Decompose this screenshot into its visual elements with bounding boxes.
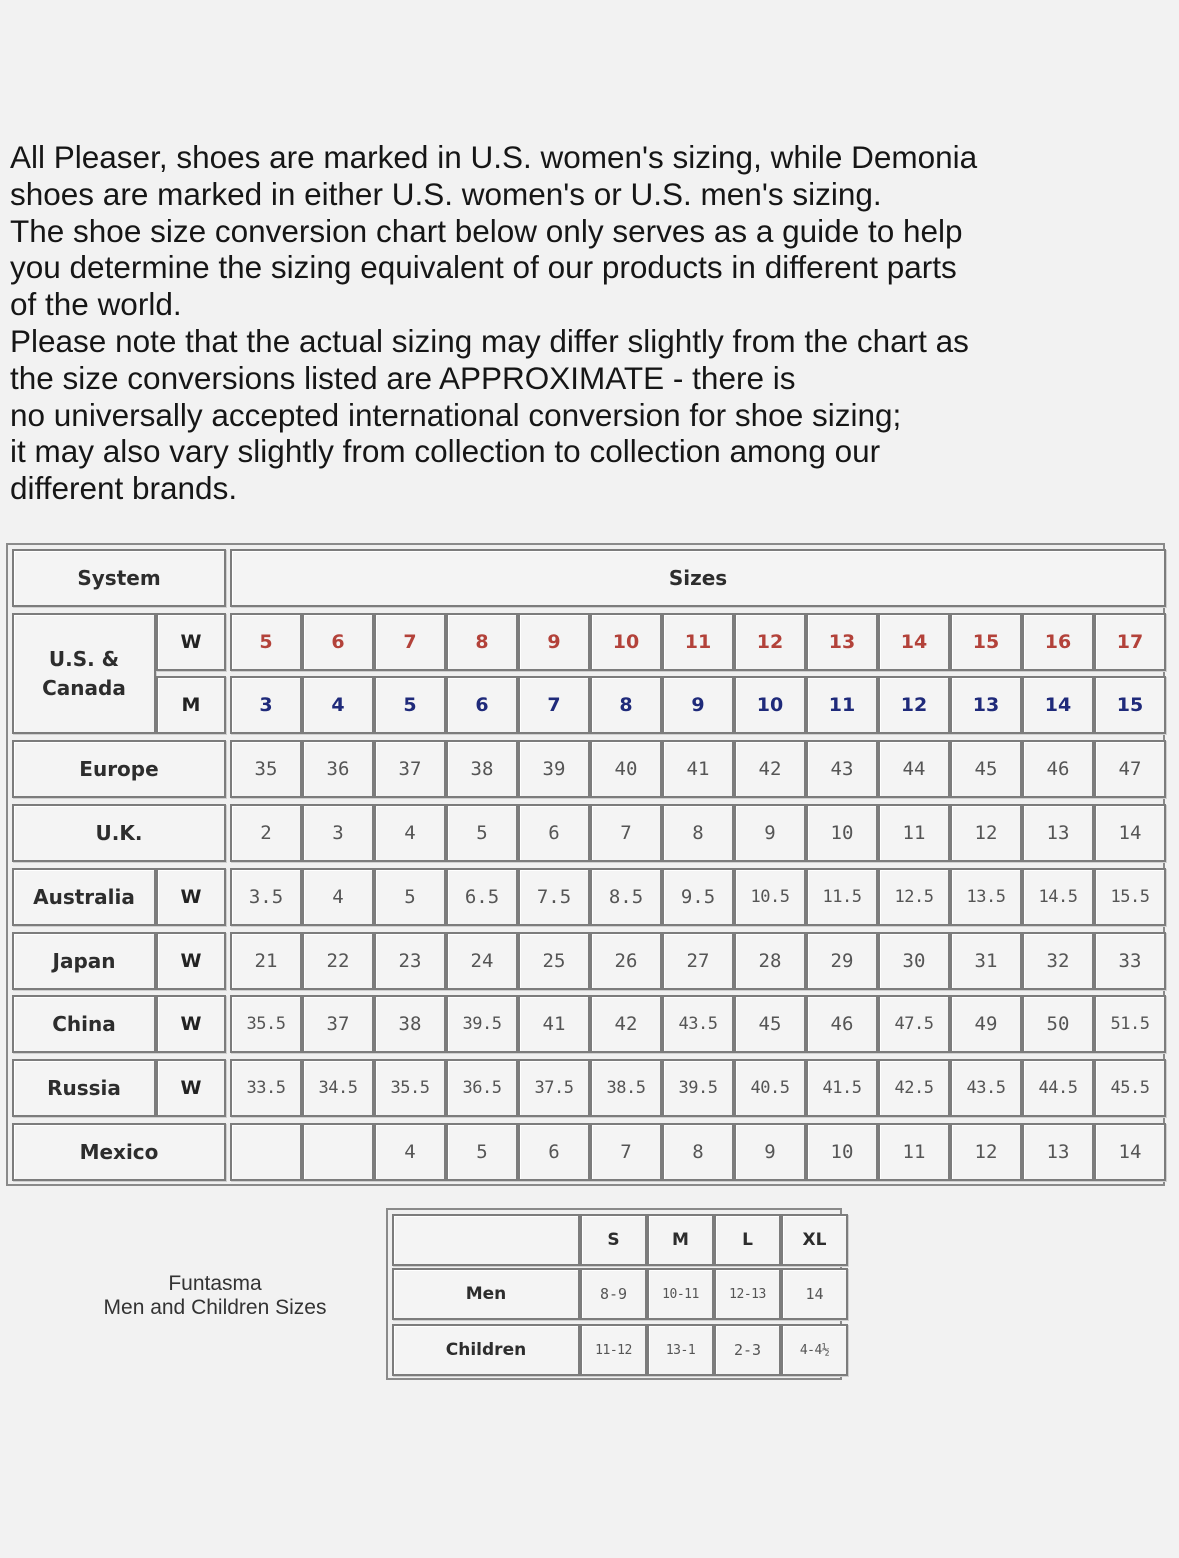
japan-size: 26: [590, 932, 662, 990]
china-size: 49: [950, 995, 1022, 1053]
u-k-size: 13: [1022, 804, 1094, 862]
intro-line: The shoe size conversion chart below only serves as a guide to help: [10, 212, 963, 249]
us-men-size: 12: [878, 676, 950, 734]
russia-size: 39.5: [662, 1059, 734, 1117]
russia-size: 36.5: [446, 1059, 518, 1117]
china-w-marker: W: [156, 995, 226, 1053]
japan-size: 30: [878, 932, 950, 990]
china-size: 46: [806, 995, 878, 1053]
us-women-size: 12: [734, 613, 806, 671]
u-k-size: 7: [590, 804, 662, 862]
us-men-size: 15: [1094, 676, 1166, 734]
japan-size: 24: [446, 932, 518, 990]
funtasma-men-size: 14: [781, 1268, 848, 1320]
europe-size: 43: [806, 740, 878, 798]
mexico-size: 14: [1094, 1123, 1166, 1181]
australia-size: 6.5: [446, 868, 518, 926]
australia-size: 9.5: [662, 868, 734, 926]
japan-size: 29: [806, 932, 878, 990]
mexico-size: [230, 1123, 302, 1181]
us-men-size: 14: [1022, 676, 1094, 734]
funtasma-corner: [392, 1214, 580, 1266]
europe-size: 46: [1022, 740, 1094, 798]
funtasma-children-size: 13-1: [647, 1324, 714, 1376]
mexico-size: 12: [950, 1123, 1022, 1181]
australia-size: 10.5: [734, 868, 806, 926]
russia-size: 43.5: [950, 1059, 1022, 1117]
china-size: 45: [734, 995, 806, 1053]
china-size: 47.5: [878, 995, 950, 1053]
funtasma-size-header: L: [714, 1214, 781, 1266]
australia-size: 7.5: [518, 868, 590, 926]
mexico-size: 9: [734, 1123, 806, 1181]
china-size: 50: [1022, 995, 1094, 1053]
funtasma-caption: [60, 1272, 370, 1320]
u-k-size: 8: [662, 804, 734, 862]
japan-size: 32: [1022, 932, 1094, 990]
russia-size: 37.5: [518, 1059, 590, 1117]
europe-size: 42: [734, 740, 806, 798]
us-canada-label: U.S. & Canada: [12, 613, 156, 734]
russia-size: 41.5: [806, 1059, 878, 1117]
funtasma-caption-subtitle: Men and Children Sizes: [103, 1296, 327, 1319]
europe-size: 45: [950, 740, 1022, 798]
us-women-size: 13: [806, 613, 878, 671]
funtasma-size-header: S: [580, 1214, 647, 1266]
europe-size: 38: [446, 740, 518, 798]
u-k-size: 9: [734, 804, 806, 862]
australia-label: Australia: [12, 868, 156, 926]
us-men-size: 6: [446, 676, 518, 734]
china-size: 41: [518, 995, 590, 1053]
australia-size: 5: [374, 868, 446, 926]
us-w-marker: W: [156, 613, 226, 671]
mexico-size: 5: [446, 1123, 518, 1181]
funtasma-children-label: Children: [392, 1324, 580, 1376]
u-k-size: 14: [1094, 804, 1166, 862]
us-women-size: 14: [878, 613, 950, 671]
funtasma-table: [386, 1208, 842, 1380]
japan-size: 23: [374, 932, 446, 990]
europe-size: 44: [878, 740, 950, 798]
size-conversion-table: [6, 543, 1165, 1186]
funtasma-children-size: 11-12: [580, 1324, 647, 1376]
china-label: China: [12, 995, 156, 1053]
us-men-size: 10: [734, 676, 806, 734]
japan-w-marker: W: [156, 932, 226, 990]
intro-line: of the world.: [10, 286, 182, 323]
intro-text: [10, 139, 1170, 507]
u-k-size: 4: [374, 804, 446, 862]
russia-size: 33.5: [230, 1059, 302, 1117]
intro-line: no universally accepted international conversion for shoe sizing;: [10, 396, 902, 433]
us-women-size: 9: [518, 613, 590, 671]
australia-size: 3.5: [230, 868, 302, 926]
russia-w-marker: W: [156, 1059, 226, 1117]
us-men-size: 5: [374, 676, 446, 734]
mexico-size: 7: [590, 1123, 662, 1181]
mexico-size: 10: [806, 1123, 878, 1181]
australia-size: 14.5: [1022, 868, 1094, 926]
intro-line: All Pleaser, shoes are marked in U.S. women's sizing, while Demonia: [10, 139, 978, 175]
u-k-size: 2: [230, 804, 302, 862]
us-men-size: 11: [806, 676, 878, 734]
u-k-size: 12: [950, 804, 1022, 862]
us-men-size: 13: [950, 676, 1022, 734]
russia-size: 42.5: [878, 1059, 950, 1117]
japan-size: 33: [1094, 932, 1166, 990]
intro-line: shoes are marked in either U.S. women's or U.S. men's sizing.: [10, 175, 882, 212]
europe-size: 35: [230, 740, 302, 798]
funtasma-men-size: 8-9: [580, 1268, 647, 1320]
funtasma-men-size: 10-11: [647, 1268, 714, 1320]
europe-size: 47: [1094, 740, 1166, 798]
russia-size: 34.5: [302, 1059, 374, 1117]
russia-size: 38.5: [590, 1059, 662, 1117]
funtasma-children-size: 4-4½: [781, 1324, 848, 1376]
us-men-size: 8: [590, 676, 662, 734]
mexico-size: 11: [878, 1123, 950, 1181]
us-women-size: 8: [446, 613, 518, 671]
u-k-size: 6: [518, 804, 590, 862]
funtasma-caption-title: Funtasma: [168, 1272, 262, 1295]
us-women-size: 5: [230, 613, 302, 671]
australia-w-marker: W: [156, 868, 226, 926]
japan-size: 31: [950, 932, 1022, 990]
funtasma-men-label: Men: [392, 1268, 580, 1320]
china-size: 43.5: [662, 995, 734, 1053]
china-size: 37: [302, 995, 374, 1053]
us-women-size: 10: [590, 613, 662, 671]
us-men-size: 3: [230, 676, 302, 734]
australia-size: 11.5: [806, 868, 878, 926]
china-size: 38: [374, 995, 446, 1053]
us-women-size: 16: [1022, 613, 1094, 671]
funtasma-size-header: XL: [781, 1214, 848, 1266]
australia-size: 4: [302, 868, 374, 926]
china-size: 42: [590, 995, 662, 1053]
us-m-marker: M: [156, 676, 226, 734]
u-k-size: 5: [446, 804, 518, 862]
us-women-size: 15: [950, 613, 1022, 671]
u-k-size: 3: [302, 804, 374, 862]
us-women-size: 17: [1094, 613, 1166, 671]
u-k-label: U.K.: [12, 804, 226, 862]
australia-size: 8.5: [590, 868, 662, 926]
europe-size: 39: [518, 740, 590, 798]
mexico-size: 4: [374, 1123, 446, 1181]
mexico-label: Mexico: [12, 1123, 226, 1181]
u-k-size: 10: [806, 804, 878, 862]
japan-label: Japan: [12, 932, 156, 990]
japan-size: 28: [734, 932, 806, 990]
funtasma-men-size: 12-13: [714, 1268, 781, 1320]
russia-size: 44.5: [1022, 1059, 1094, 1117]
intro-line: you determine the sizing equivalent of our products in different parts: [10, 249, 957, 286]
china-size: 35.5: [230, 995, 302, 1053]
mexico-size: 6: [518, 1123, 590, 1181]
us-women-size: 11: [662, 613, 734, 671]
europe-size: 37: [374, 740, 446, 798]
us-men-size: 4: [302, 676, 374, 734]
us-women-size: 6: [302, 613, 374, 671]
mexico-size: [302, 1123, 374, 1181]
japan-size: 22: [302, 932, 374, 990]
intro-line: Please note that the actual sizing may differ slightly from the chart as: [10, 322, 969, 359]
china-size: 39.5: [446, 995, 518, 1053]
europe-size: 40: [590, 740, 662, 798]
russia-size: 45.5: [1094, 1059, 1166, 1117]
china-size: 51.5: [1094, 995, 1166, 1053]
sizes-header: Sizes: [230, 549, 1166, 607]
funtasma-children-size: 2-3: [714, 1324, 781, 1376]
japan-size: 21: [230, 932, 302, 990]
intro-line: the size conversions listed are APPROXIMATE - there is: [10, 359, 796, 396]
russia-size: 40.5: [734, 1059, 806, 1117]
russia-size: 35.5: [374, 1059, 446, 1117]
us-women-size: 7: [374, 613, 446, 671]
australia-size: 13.5: [950, 868, 1022, 926]
europe-size: 36: [302, 740, 374, 798]
mexico-size: 8: [662, 1123, 734, 1181]
system-header: System: [12, 549, 226, 607]
japan-size: 25: [518, 932, 590, 990]
u-k-size: 11: [878, 804, 950, 862]
us-men-size: 9: [662, 676, 734, 734]
intro-line: different brands.: [10, 470, 238, 507]
mexico-size: 13: [1022, 1123, 1094, 1181]
us-men-size: 7: [518, 676, 590, 734]
russia-label: Russia: [12, 1059, 156, 1117]
intro-line: it may also vary slightly from collection to collection among our: [10, 433, 881, 470]
australia-size: 12.5: [878, 868, 950, 926]
japan-size: 27: [662, 932, 734, 990]
europe-size: 41: [662, 740, 734, 798]
australia-size: 15.5: [1094, 868, 1166, 926]
europe-label: Europe: [12, 740, 226, 798]
funtasma-size-header: M: [647, 1214, 714, 1266]
